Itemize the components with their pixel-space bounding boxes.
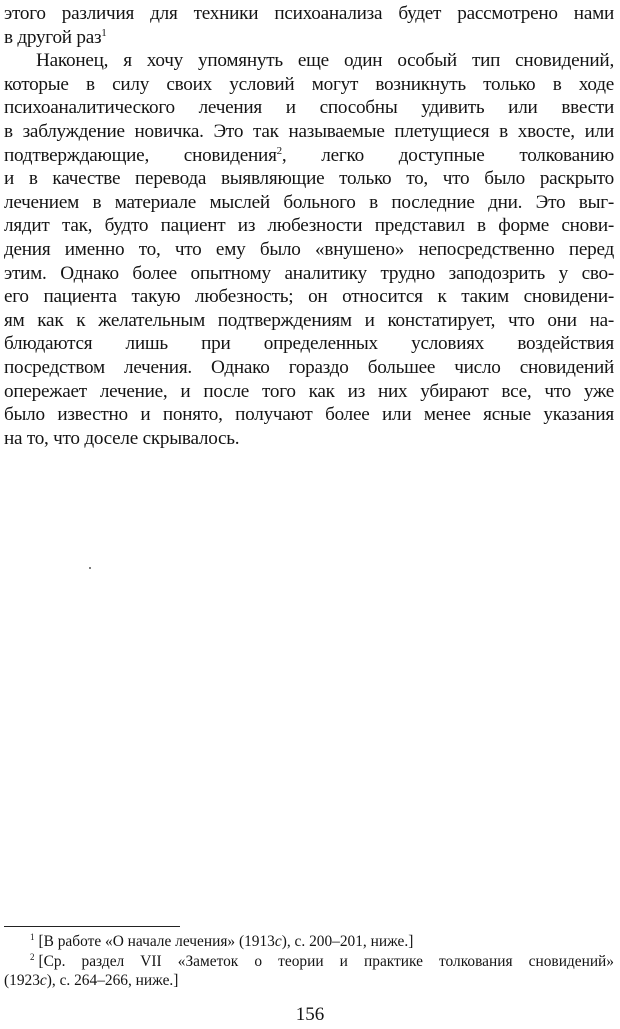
main-text: [4, 2, 614, 450]
text-line: блюдаются лишь при определенных условиях воздействия: [4, 333, 614, 355]
text-line: лядит так, будто пациент из любезности представил в форме снови-: [4, 215, 614, 237]
footnote-marker: 1: [30, 932, 35, 942]
text-line: этим. Однако более опытному аналитику трудно заподозрить у сво-: [4, 262, 614, 284]
footnote-1: $^1$ [В работе «О начале лечения» (1913c), с. 200–201, ниже.]: [30, 932, 414, 950]
footnote-ref[interactable]: 1: [101, 26, 107, 39]
footnote-2: $^2$ [Ср. раздел VII «Заметок о теории и практике толкования сновидений»: [30, 951, 614, 970]
text-line: его пациента такую любезность; он относится к таким сновидени-: [4, 286, 614, 308]
text-line: лечением в материале мыслей больного в последние дни. Это выг-: [4, 191, 614, 213]
text-line: подтверждающие, сновидения$^2$, легко доступные толкованию: [4, 144, 614, 166]
footnotes: [4, 932, 614, 991]
text-line: психоаналитического лечения и способны удивить или ввести: [4, 97, 614, 119]
text-line: которые в силу своих условий могут возникнуть только в ходе: [4, 73, 614, 95]
text-line: было известно и понято, получают более или менее ясные указания: [4, 404, 614, 426]
text-line: дения именно то, что ему было «внушено» непосредственно перед: [4, 238, 614, 260]
text-line: ям как к желательным подтверждениям и констатирует, что они на-: [4, 309, 614, 331]
footnote-divider: [4, 926, 180, 927]
text-line: опережает лечение, и после того как из них убирают все, что уже: [4, 380, 614, 402]
paragraph-start-line: Наконец, я хочу упомянуть еще один особый тип сновидений,: [36, 50, 614, 72]
text-line: и в качестве перевода выявляющие только то, что было раскрыто: [4, 168, 614, 190]
text-line: в другой раз$^1$: [4, 26, 107, 48]
text-line: посредством лечения. Однако гораздо большее число сновидений: [4, 356, 614, 378]
footnote-ref[interactable]: 2: [276, 144, 282, 157]
page-number: 156: [295, 1004, 325, 1025]
text-line: в заблуждение новичка. Это так называемые плетущиеся в хвосте, или: [4, 120, 614, 142]
text-line: на то, что доселе скрывалось.: [4, 427, 240, 449]
text-line: этого различия для техники психоанализа будет рассмотрено нами: [4, 3, 614, 24]
print-speck: [89, 567, 91, 569]
footnote-marker: 2: [30, 951, 35, 962]
footnote-2-continuation: (1923c), с. 264–266, ниже.]: [4, 972, 179, 989]
